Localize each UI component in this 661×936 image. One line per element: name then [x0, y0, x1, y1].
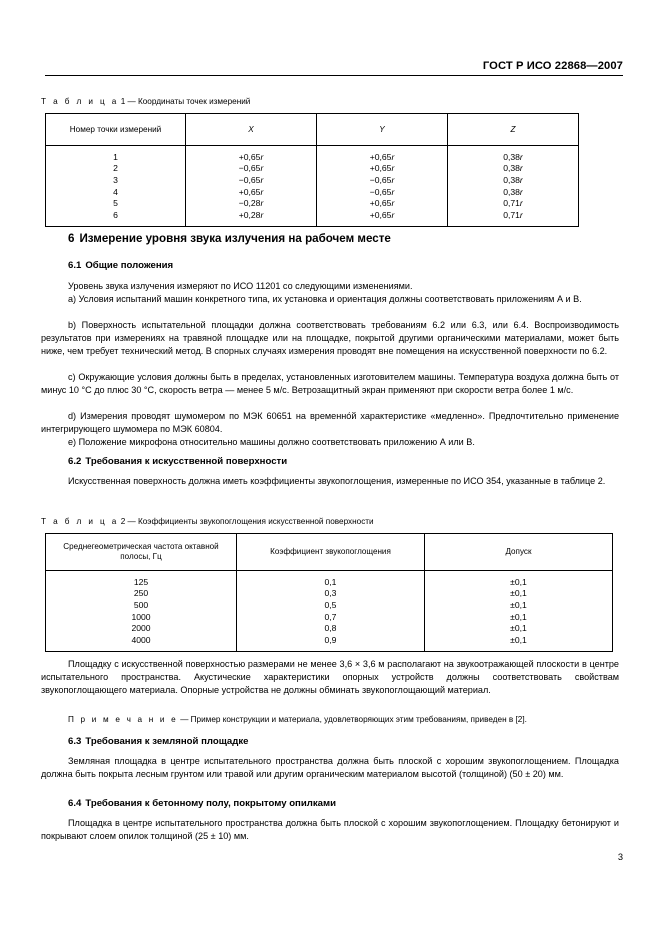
table-1-cell: 4 — [46, 186, 186, 198]
table-2-cell: ±0,1 — [425, 622, 613, 634]
table-1-cell: +0,65r — [317, 197, 448, 209]
table-row — [46, 197, 579, 209]
table-2-caption-word: Т а б л и ц а — [41, 517, 119, 526]
table-1-caption-word: Т а б л и ц а — [41, 97, 119, 106]
table-2-cell: 0,7 — [237, 611, 425, 623]
table-1-cell: −0,65r — [186, 163, 317, 175]
table-2-cell: ±0,1 — [425, 611, 613, 623]
table-1-col-x: X — [186, 114, 317, 146]
table-1-cell: 1 — [46, 146, 186, 163]
table-1-cell: 0,38r — [448, 163, 579, 175]
table-row — [46, 571, 613, 588]
section-6-1-intro: Уровень звука излучения измеряют по ИСО 11201 со следующими изменениями. — [68, 281, 413, 291]
table-2-col-coefficient: Коэффициент звукопоглощения — [237, 534, 425, 571]
table-1-caption-number: 1 — Координаты точек измерений — [120, 97, 251, 106]
table-2-cell: ±0,1 — [425, 588, 613, 600]
table-row — [46, 146, 579, 163]
table-2-body — [46, 571, 613, 652]
header-rule — [45, 75, 623, 76]
section-6-1-item-c: c) Окружающие условия должны быть в пределах, установленных изготовителем машины. Температура воздуха должна быть от минус 10 °С до плюс 30 °С, скорость ветра — менее 5 м/с. Ветрозащитный экран применяют при скорости ветра более 1 м/с. — [41, 372, 619, 396]
table-row — [46, 634, 613, 651]
sound-absorption-coefficients-table — [45, 533, 613, 652]
table-2-cell: ±0,1 — [425, 599, 613, 611]
section-6-3-number: 6.3 — [68, 736, 82, 747]
section-6-4-number: 6.4 — [68, 798, 82, 809]
section-6-heading — [68, 232, 391, 245]
table-row — [46, 209, 579, 226]
table-1-cell: 0,71r — [448, 209, 579, 226]
table-row — [46, 174, 579, 186]
section-6-2-paragraph-1: Искусственная поверхность должна иметь коэффициенты звукопоглощения, измеренные по ИСО 354, указанные в таблице 2. — [68, 476, 606, 486]
table-1-cell: +0,65r — [317, 146, 448, 163]
section-6-1-item-a: а) Условия испытаний машин конкретного типа, их установка и ориентация должны соответствовать приложениям А и В. — [68, 294, 582, 304]
table-2-caption-number: 2 — Коэффициенты звукопоглощения искусственной поверхности — [120, 517, 374, 526]
table-2-cell: 4000 — [46, 634, 237, 651]
table-1-cell: −0,28r — [186, 197, 317, 209]
table-row — [46, 588, 613, 600]
table-1-cell: −0,65r — [186, 174, 317, 186]
table-1-cell: 0,38r — [448, 186, 579, 198]
table-1-cell: 3 — [46, 174, 186, 186]
table-1-cell: +0,28r — [186, 209, 317, 226]
section-6-2-number: 6.2 — [68, 456, 82, 467]
table-row — [46, 611, 613, 623]
table-2-cell: ±0,1 — [425, 634, 613, 651]
table-2-cell: 0,8 — [237, 622, 425, 634]
table-2-col-tolerance: Допуск — [425, 534, 613, 571]
section-6-number: 6 — [68, 232, 75, 245]
document-header — [45, 60, 623, 76]
table-1-cell: 2 — [46, 163, 186, 175]
section-6-2-note — [41, 714, 619, 726]
section-6-2-heading — [68, 456, 287, 467]
section-6-title: Измерение уровня звука излучения на рабочем месте — [79, 232, 391, 245]
table-2-caption — [41, 517, 374, 526]
table-2-cell: 2000 — [46, 622, 237, 634]
table-1-cell: −0,65r — [317, 186, 448, 198]
table-1-cell: 0,38r — [448, 174, 579, 186]
table-1-caption — [41, 97, 250, 106]
table-2-header-row — [46, 534, 613, 571]
table-2-cell: ±0,1 — [425, 571, 613, 588]
table-2-cell: 250 — [46, 588, 237, 600]
table-1-col-y: Y — [317, 114, 448, 146]
standard-identifier: ГОСТ Р ИСО 22868—2007 — [482, 60, 623, 72]
table-1-body — [46, 146, 579, 227]
table-row — [46, 622, 613, 634]
section-6-4-heading — [68, 798, 336, 809]
section-6-3-title: Требования к земляной площадке — [85, 736, 249, 747]
note-text: — Пример конструкции и материала, удовлетворяющих этим требованиям, приведен в [2]. — [177, 715, 527, 724]
section-6-1-heading — [68, 260, 173, 271]
section-6-1-title: Общие положения — [85, 260, 174, 271]
section-6-1-item-d: d) Измерения проводят шумомером по МЭК 60651 на временно́й характеристике «медленно». Предпочтительно применение интегрирующего шумомера по МЭК 60804. — [41, 411, 619, 435]
table-2-cell: 0,5 — [237, 599, 425, 611]
section-6-4-paragraph-1: Площадка в центре испытательного пространства должна быть плоской с хорошим звукопоглощением. Площадку бетонируют и покрывают слоем опилок толщиной (25 ± 10) мм. — [41, 818, 619, 842]
table-1-cell: 6 — [46, 209, 186, 226]
table-1-cell: 0,38r — [448, 146, 579, 163]
section-6-3-heading — [68, 736, 248, 747]
table-row — [46, 163, 579, 175]
table-1-cell: +0,65r — [186, 186, 317, 198]
page-number: 3 — [617, 852, 623, 862]
table-2-cell: 125 — [46, 571, 237, 588]
section-6-1-item-b: b) Поверхность испытательной площадки должна соответствовать требованиям 6.2 или 6.3, или 6.4. Воспроизводимость результатов при измерениях на травяной площадке или на площадке, покрытой другими органическими материалами, может быть ниже, чем требует технический метод. В спорных случаях измерения проводят вне помещения на искусственной поверхности по 6.2. — [41, 320, 619, 357]
measurement-point-coordinates-table — [45, 113, 579, 227]
table-1-cell: 5 — [46, 197, 186, 209]
section-6-2-paragraph-2: Площадку с искусственной поверхностью размерами не менее 3,6 × 3,6 м располагают на звукоотражающей плоскости в центре испытательного пространства. Акустические характеристики опорных устройств должны соответствовать свойствам звукопоглощающего материала. Опорные устройства не должны обминать звукопоглощающий материал. — [41, 659, 619, 696]
table-1-cell: +0,65r — [317, 209, 448, 226]
section-6-4-title: Требования к бетонному полу, покрытому опилками — [85, 798, 336, 809]
table-2-col-frequency: Среднегеометрическая частота октавной полосы, Гц — [46, 534, 237, 571]
table-1-col-point-number: Номер точки измерений — [46, 114, 186, 146]
table-row — [46, 186, 579, 198]
section-6-1-number: 6.1 — [68, 260, 82, 271]
table-1-cell: +0,65r — [186, 146, 317, 163]
table-2-cell: 0,3 — [237, 588, 425, 600]
table-2-cell: 500 — [46, 599, 237, 611]
table-row — [46, 599, 613, 611]
table-1-col-z: Z — [448, 114, 579, 146]
section-6-1-item-e: e) Положение микрофона относительно машины должно соответствовать приложению А или В. — [68, 437, 475, 447]
table-1-header-row — [46, 114, 579, 146]
table-1-cell: −0,65r — [317, 174, 448, 186]
section-6-3-paragraph-1: Земляная площадка в центре испытательного пространства должна быть плоской с хорошим звукопоглощением. Площадка должна быть покрыта лесным грунтом или травой или другим органическим материалом высотой (толщиной) (50 ± 20) мм. — [41, 756, 619, 780]
table-1-cell: +0,65r — [317, 163, 448, 175]
table-2-cell: 0,9 — [237, 634, 425, 651]
table-1-cell: 0,71r — [448, 197, 579, 209]
section-6-2-title: Требования к искусственной поверхности — [85, 456, 288, 467]
note-label: П р и м е ч а н и е — [68, 715, 178, 724]
table-2-cell: 1000 — [46, 611, 237, 623]
table-2-cell: 0,1 — [237, 571, 425, 588]
